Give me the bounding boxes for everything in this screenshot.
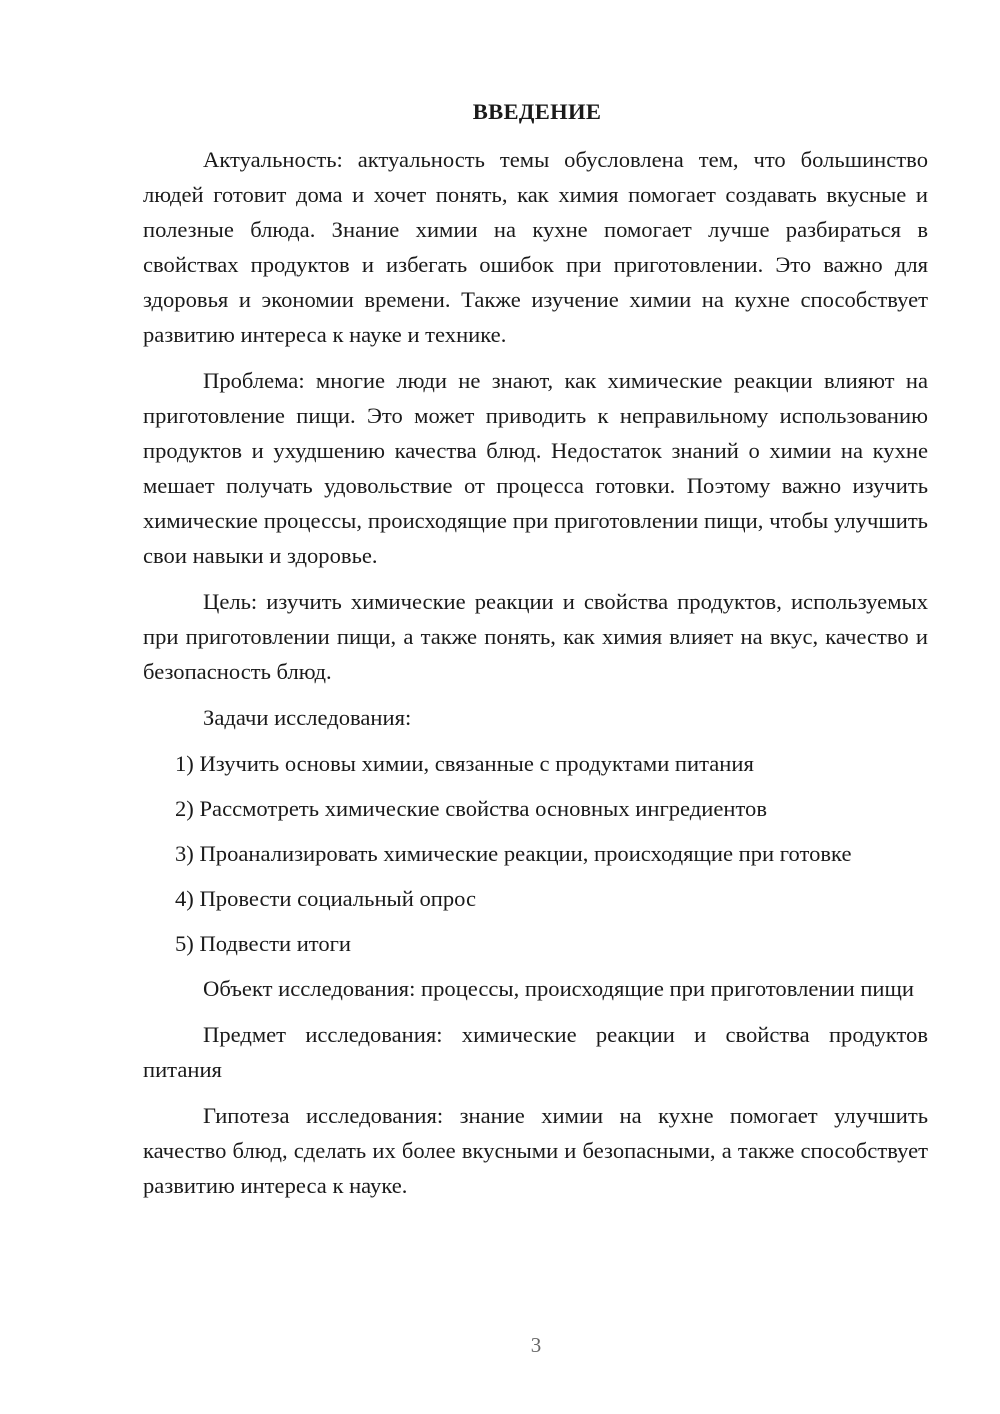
task-item: 2) Рассмотреть химические свойства основных ингредиентов [175,796,767,821]
goal-paragraph: Цель: изучить химические реакции и свойства продуктов, используемых при приготовлении пищи, а также понять, как химия влияет на вкус, качество и безопасность блюд. [143,589,928,684]
problem-paragraph: Проблема: многие люди не знают, как химические реакции влияют на приготовление пищи. Это может приводить к неправильному использованию продуктов и ухудшению качества блюд. Недостаток знаний о химии на кухне мешает получать удовольствие от процесса готовки. Поэтому важно изучить химические процессы, происходящие при приготовлении пищи, чтобы улучшить свои навыки и здоровье. [143,368,928,568]
relevance-paragraph: Актуальность: актуальность темы обусловлена тем, что большинство людей готовит дома и хочет понять, как химия помогает создавать вкусные и полезные блюда. Знание химии на кухне помогает лучше разбираться в свойствах продуктов и избегать ошибок при приготовлении. Это важно для здоровья и экономии времени. Также изучение химии на кухне способствует развитию интереса к науке и технике. [143,147,928,347]
task-item: 3) Проанализировать химические реакции, происходящие при готовке [175,841,852,866]
object-paragraph: Объект исследования: процессы, происходящие при приготовлении пищи [203,976,914,1001]
document-page [143,94,928,1214]
subject-paragraph: Предмет исследования: химические реакции и свойства продуктов питания [143,1022,928,1082]
task-item: 4) Провести социальный опрос [175,886,477,911]
page-number: 3 [530,1333,542,1357]
task-item: 5) Подвести итоги [175,931,352,956]
page-title: ВВЕДЕНИЕ [472,99,602,124]
task-item: 1) Изучить основы химии, связанные с продуктами питания [175,751,754,776]
task-list [143,746,928,961]
hypothesis-paragraph: Гипотеза исследования: знание химии на кухне помогает улучшить качество блюд, сделать их более вкусными и безопасными, а также способствует развитию интереса к науке. [143,1103,928,1198]
tasks-heading: Задачи исследования: [203,705,412,730]
